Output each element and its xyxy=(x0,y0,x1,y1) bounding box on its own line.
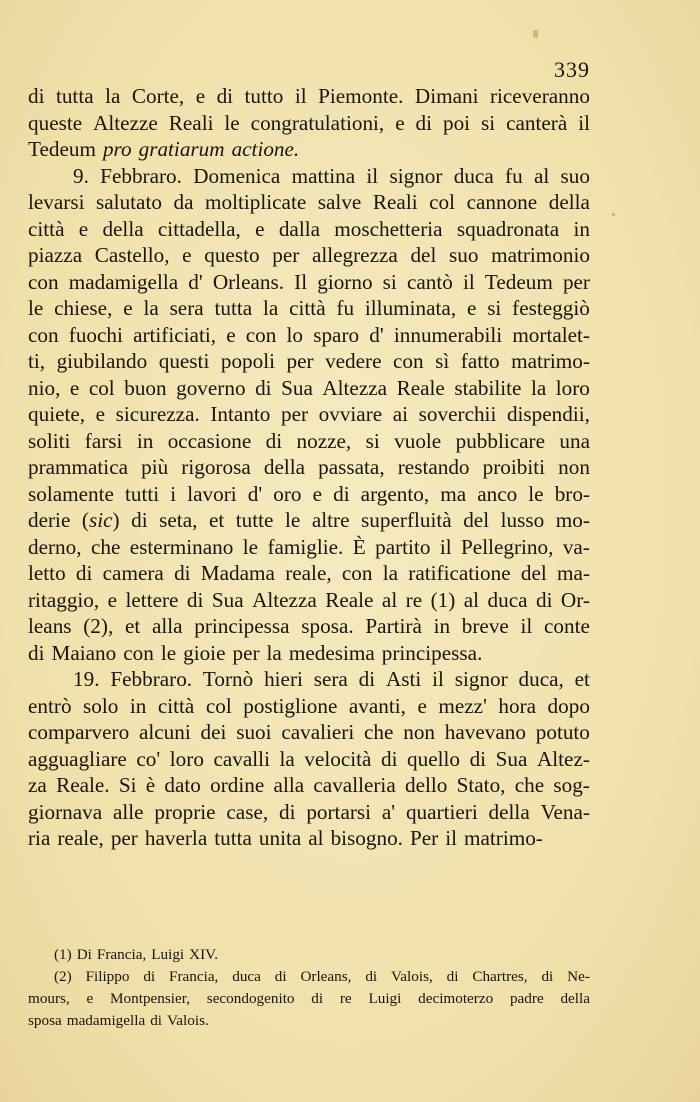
text-line: piazza Castello, e questo per allegrezza del suo matrimonio xyxy=(28,243,590,267)
text-line: solamente tutti i lavori d' oro e di argento, ma anco le bro- xyxy=(28,481,590,506)
text-line: 19. Febbraro. Tornò hieri sera di Asti il signor duca, et xyxy=(73,667,590,691)
page-number: 339 xyxy=(554,57,590,82)
text-line: giornava alle proprie case, di portarsi a' quartieri della Vena- xyxy=(28,799,590,824)
text-line: comparvero alcuni dei suoi cavalieri che non havevano potuto xyxy=(28,720,590,744)
text-line: quiete, e sicurezza. Intanto per ovviare ai soverchii dispendii, xyxy=(28,402,590,426)
text-line: ti, giubilando questi popoli per vedere con sì fatto matrimo- xyxy=(28,349,590,373)
text-line: con madamigella d' Orleans. Il giorno si cantò il Tedeum per xyxy=(28,269,590,294)
text-line: queste Altezze Reali le congratulationi, e di poi si canterà il xyxy=(28,110,590,135)
text-line: di Maiano con le gioie per la medesima principessa. xyxy=(28,640,483,665)
text-line: derie (sic) di seta, et tutte le altre superfluità del lusso mo- xyxy=(28,508,590,532)
text-line: leans (2), et alla principessa sposa. Partirà in breve il conte xyxy=(28,614,590,638)
footnotes xyxy=(28,944,590,1032)
text-line: letto di camera di Madama reale, con la ratificatione del ma- xyxy=(28,561,590,585)
paper-stain xyxy=(533,30,538,38)
body-text xyxy=(28,83,590,852)
footnote-line: sposa madamigella di Valois. xyxy=(28,1012,209,1029)
text-line: città e della cittadella, e dalla moschetteria squadronata in xyxy=(28,216,590,241)
text-line: derno, che esterminano le famiglie. È partito il Pellegrino, va- xyxy=(28,534,590,559)
text-line: le chiese, e la sera tutta la città fu illuminata, e si festeggiò xyxy=(28,296,590,320)
footnote-line: (1) Di Francia, Luigi XIV. xyxy=(54,946,218,963)
text-line: con fuochi artificiati, e con lo sparo d' innumerabili mortalet- xyxy=(28,322,590,347)
footnote-line: (2) Filippo di Francia, duca di Orleans, di Valois, di Chartres, di Ne- xyxy=(54,968,590,985)
paper-speck xyxy=(612,213,615,216)
footnote-line: mours, e Montpensier, secondogenito di re Luigi decimoterzo padre della xyxy=(28,990,590,1007)
text-line: prammatica più rigorosa della passata, restando proibiti non xyxy=(28,455,590,479)
text-line: levarsi salutato da moltiplicate salve Reali col cannone della xyxy=(28,190,590,214)
text-line: entrò solo in città col postiglione avanti, e mezz' hora dopo xyxy=(28,693,590,718)
text-line: ritaggio, e lettere di Sua Altezza Reale al re (1) al duca di Or- xyxy=(28,587,590,612)
text-line: nio, e col buon governo di Sua Altezza Reale stabilite la loro xyxy=(28,375,590,400)
text-line: 9. Febbraro. Domenica mattina il signor duca fu al suo xyxy=(73,163,590,188)
text-line: za Reale. Si è dato ordine alla cavalleria dello Stato, che sog- xyxy=(28,773,590,797)
text-line: soliti farsi in occasione di nozze, si vuole pubblicare una xyxy=(28,428,590,453)
text-line: ria reale, per haverla tutta unita al bisogno. Per il matrimo- xyxy=(28,826,543,850)
text-line: di tutta la Corte, e di tutto il Piemonte. Dimani riceveranno xyxy=(28,84,590,108)
text-line: agguagliare co' loro cavalli la velocità di quello di Sua Altez- xyxy=(28,746,590,771)
text-line: Tedeum pro gratiarum actione. xyxy=(28,137,300,161)
